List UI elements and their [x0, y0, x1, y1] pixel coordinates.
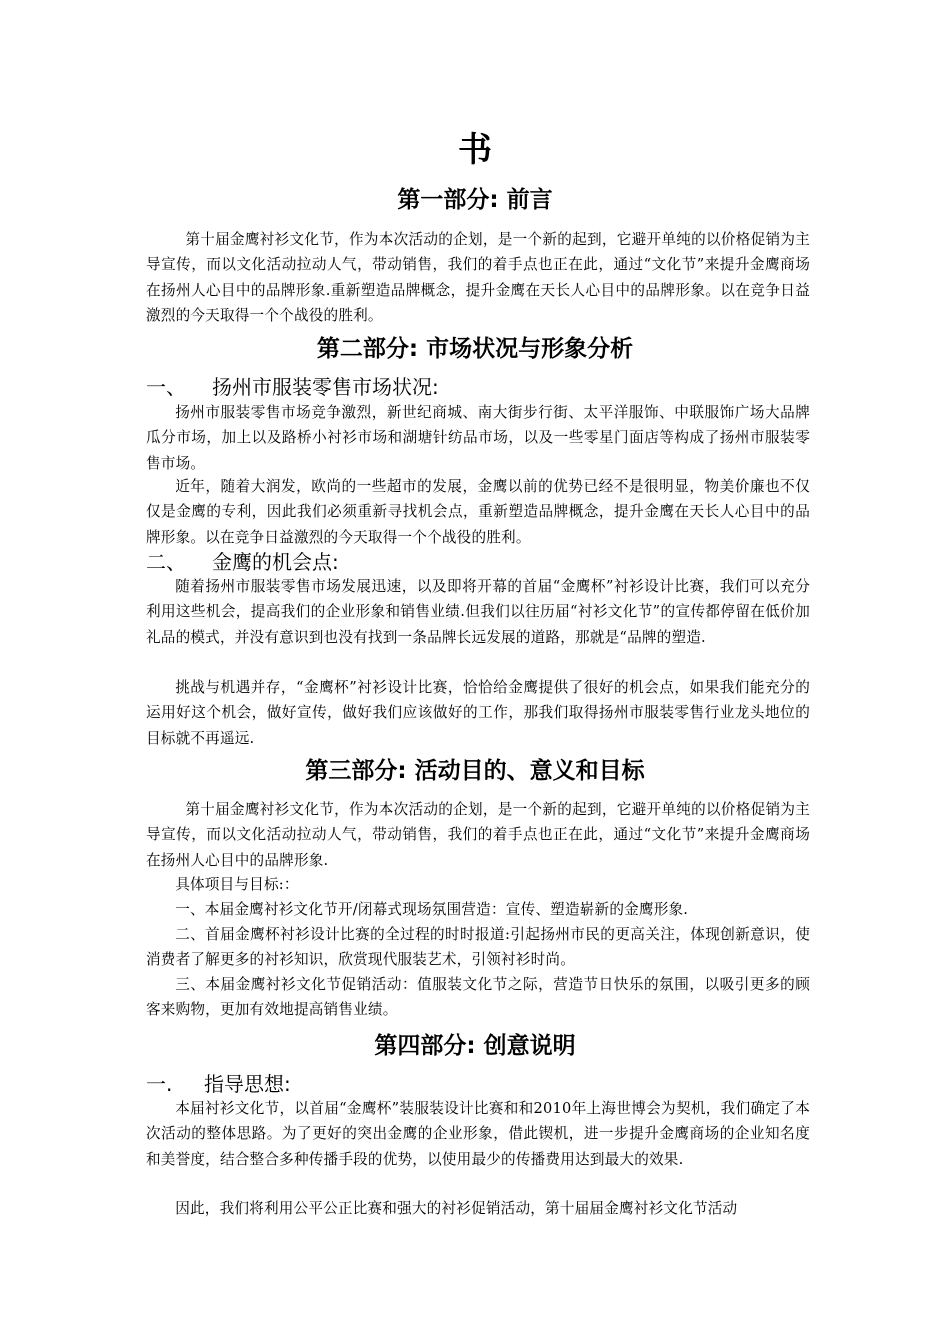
paragraph: 挑战与机遇并存，“金鹰杯”衬衫设计比赛，恰恰给金鹰提供了很好的机会点，如果我们能充分的运用好这个机会，做好宣传，做好我们应该做好的工作，那我们取得扬州市服装零售行业龙头地位的目标就不再遥远. [146, 679, 810, 747]
subheading-title: 指导思想: [204, 1072, 291, 1096]
paragraph: 因此，我们将利用公平公正比赛和强大的衬衫促销活动，第十届届金鹰衬衫文化节活动 [175, 1200, 738, 1217]
paragraph: 扬州市服装零售市场竞争激烈，新世纪商城、南大街步行街、太平洋服饰、中联服饰广场大品牌瓜分市场，加上以及路桥小衬衫市场和湖塘针纺品市场，以及一些零星门面店等构成了扬州市服装零售市场。 [146, 404, 810, 472]
subheading-guiding-idea [146, 1070, 826, 1098]
subheading-market-status [146, 373, 826, 401]
section-heading-part4: 第四部分: 创意说明 [374, 1033, 576, 1059]
subheading-number: 二、 [146, 550, 186, 574]
paragraph: 随着扬州市服装零售市场发展迅速，以及即将开幕的首届“金鹰杯”衬衫设计比赛，我们可以充分利用这些机会，提高我们的企业形象和销售业绩.但我们以往历届“衬衫文化节”的宣传都停留在低价加礼品的模式，并没有意识到也没有找到一条品牌长远发展的道路，那就是“品牌的塑造. [146, 578, 810, 646]
paragraph: 近年，随着大润发，欧尚的一些超市的发展，金鹰以前的优势已经不是很明显，物美价廉也不仅仅是金鹰的专利，因此我们必须重新寻找机会点，重新塑造品牌概念，提升金鹰在天长人心目中的品牌形象。以在竞争日益激烈的今天取得一个个战役的胜利。 [146, 478, 810, 546]
subheading-title: 金鹰的机会点: [212, 550, 339, 574]
section-heading-part3: 第三部分: 活动目的、意义和目标 [305, 758, 645, 784]
subheading-number: 一. [146, 1072, 173, 1096]
section-heading-part2: 第二部分: 市场状况与形象分析 [316, 336, 634, 362]
paragraph: 一、本届金鹰衬衫文化节开/闭幕式现场氛围营造：宣传、塑造崭新的金鹰形象. [175, 901, 689, 918]
subheading-title: 扬州市服装零售市场状况: [212, 375, 439, 399]
paragraph: 第十届金鹰衬衫文化节，作为本次活动的企划，是一个新的起到，它避开单纯的以价格促销为主导宣传，而以文化活动拉动人气，带动销售，我们的着手点也正在此，通过“文化节”来提升金鹰商场在扬州人心目中的品牌形象.重新塑造品牌概念，提升金鹰在天长人心目中的品牌形象。以在竞争日益激烈的今天取得一个个战役的胜利。 [146, 231, 810, 325]
paragraph: 三、本届金鹰衬衫文化节促销活动：值服装文化节之际，营造节日快乐的氛围，以吸引更多的顾客来购物，更加有效地提高销售业绩。 [146, 976, 810, 1019]
subheading-opportunity [146, 548, 826, 576]
paragraph: 具体项目与目标:： [175, 876, 299, 893]
paragraph: 本届衬衫文化节，以首届“金鹰杯”装服装设计比赛和和2010年上海世博会为契机，我们确定了本次活动的整体思路。为了更好的突出金鹰的企业形象，借此锲机，进一步提升金鹰商场的企业知名度和美誉度，结合整合多种传播手段的优势，以使用最少的传播费用达到最大的效果. [146, 1100, 810, 1168]
subheading-number: 一、 [146, 375, 186, 399]
section-heading-part1: 第一部分: 前言 [397, 187, 553, 213]
document-title: 书 [458, 130, 492, 170]
paragraph: 二、首届金鹰杯衬衫设计比赛的全过程的时时报道:引起扬州市民的更高关注，体现创新意识，使消费者了解更多的衬衫知识，欣赏现代服装艺术，引领衬衫时尚。 [146, 926, 810, 969]
paragraph: 第十届金鹰衬衫文化节，作为本次活动的企划，是一个新的起到，它避开单纯的以价格促销为主导宣传，而以文化活动拉动人气，带动销售，我们的着手点也正在此，通过“文化节”来提升金鹰商场在扬州人心目中的品牌形象. [146, 801, 810, 869]
